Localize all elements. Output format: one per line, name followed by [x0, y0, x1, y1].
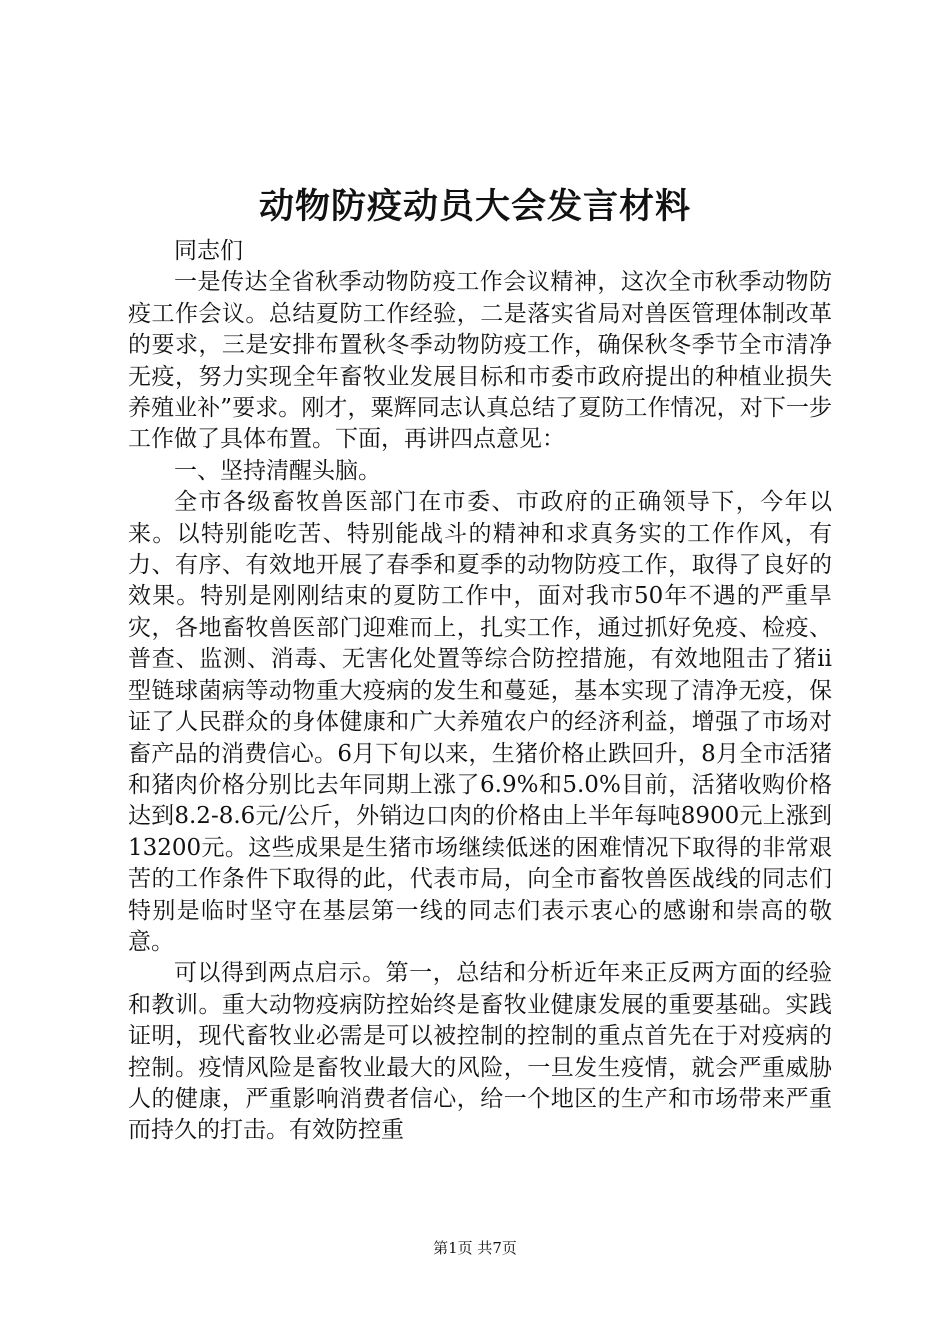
body-paragraph: 可以得到两点启示。第一，总结和分析近年来正反两方面的经验和教训。重大动物疫病防控始终是畜牧业健康发展的重要基础。实践证明，现代畜牧业必需是可以被控制的控制的重点首先在于对疫病的控制。疫情风险是畜牧业最大的风险，一旦发生疫情，就会严重威胁人的健康，严重影响消费者信心，给一个地区的生产和市场带来严重而持久的打击。有效防控重 — [128, 960, 832, 1144]
document-body — [128, 236, 832, 1147]
section-heading: 一、坚持清醒头脑。 — [174, 457, 381, 484]
document-title: 动物防疫动员大会发言材料 — [258, 186, 691, 227]
body-paragraph: 全市各级畜牧兽医部门在市委、市政府的正确领导下，今年以来。以特别能吃苦、特别能战斗的精神和求真务实的工作作风，有力、有序、有效地开展了春季和夏季的动物防疫工作，取得了良好的效果。特别是刚刚结束的夏防工作中，面对我市50年不遇的严重旱灾，各地畜牧兽医部门迎难而上，扎实工作，通过抓好免疫、检疫、普查、监测、消毒、无害化处置等综合防控措施，有效地阻击了猪ii型链球菌病等动物重大疫病的发生和蔓延，基本实现了清净无疫，保证了人民群众的身体健康和广大养殖农户的经济利益，增强了市场对畜产品的消费信心。6月下旬以来，生猪价格止跌回升，8月全市活猪和猪肉价格分别比去年同期上涨了6.9%和5.0%目前，活猪收购价格达到8.2-8.6元/公斤，外销边口肉的价格由上半年每吨8900元上涨到13200元。这些成果是生猪市场继续低迷的困难情况下取得的非常艰苦的工作条件下取得的此，代表市局，向全市畜牧兽医战线的同志们特别是临时坚守在基层第一线的同志们表示衷心的感谢和崇高的敬意。 — [128, 489, 832, 955]
salutation-paragraph: 同志们 — [174, 238, 243, 264]
intro-paragraph: 一是传达全省秋季动物防疫工作会议精神，这次全市秋季动物防疫工作会议。总结夏防工作经验，二是落实省局对兽医管理体制改革的要求，三是安排布置秋冬季动物防疫工作，确保秋冬季节全市清净无疫，努力实现全年畜牧业发展目标和市委市政府提出的种植业损失养殖业补”要求。刚才，粟辉同志认真总结了夏防工作情况，对下一步工作做了具体布置。下面，再讲四点意见： — [128, 269, 832, 453]
page-number-footer: 第1页 共7页 — [433, 1239, 517, 1257]
